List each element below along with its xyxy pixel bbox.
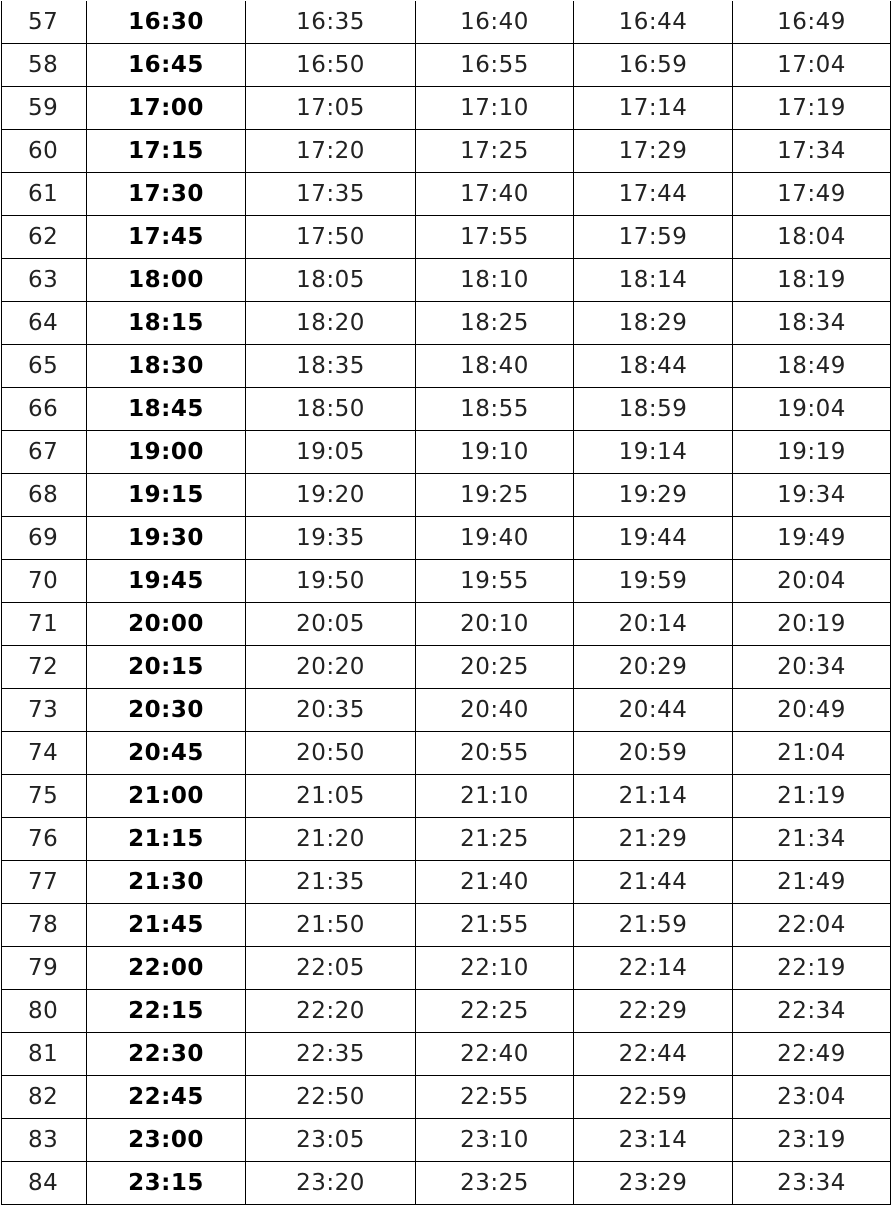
trip-number: 71 (2, 603, 87, 646)
stop-time: 17:05 (246, 87, 416, 130)
trip-number: 77 (2, 861, 87, 904)
trip-number: 61 (2, 173, 87, 216)
stop-time: 20:55 (416, 732, 574, 775)
stop-time: 16:40 (416, 1, 574, 44)
stop-time: 17:04 (733, 44, 891, 87)
departure-time: 17:45 (87, 216, 246, 259)
trip-number: 70 (2, 560, 87, 603)
departure-time: 20:30 (87, 689, 246, 732)
stop-time: 21:29 (574, 818, 733, 861)
stop-time: 16:55 (416, 44, 574, 87)
stop-time: 20:59 (574, 732, 733, 775)
stop-time: 21:55 (416, 904, 574, 947)
stop-time: 20:04 (733, 560, 891, 603)
stop-time: 18:44 (574, 345, 733, 388)
table-row (2, 1119, 891, 1162)
stop-time: 20:14 (574, 603, 733, 646)
trip-number: 64 (2, 302, 87, 345)
trip-number: 58 (2, 44, 87, 87)
stop-time: 21:59 (574, 904, 733, 947)
departure-time: 19:45 (87, 560, 246, 603)
stop-time: 20:34 (733, 646, 891, 689)
table-row (2, 216, 891, 259)
trip-number: 76 (2, 818, 87, 861)
departure-time: 21:45 (87, 904, 246, 947)
trip-number: 63 (2, 259, 87, 302)
stop-time: 21:35 (246, 861, 416, 904)
stop-time: 23:14 (574, 1119, 733, 1162)
trip-number: 75 (2, 775, 87, 818)
stop-time: 22:34 (733, 990, 891, 1033)
stop-time: 17:49 (733, 173, 891, 216)
stop-time: 20:44 (574, 689, 733, 732)
table-row (2, 87, 891, 130)
departure-time: 19:30 (87, 517, 246, 560)
stop-time: 21:14 (574, 775, 733, 818)
stop-time: 22:14 (574, 947, 733, 990)
trip-number: 73 (2, 689, 87, 732)
stop-time: 23:04 (733, 1076, 891, 1119)
departure-time: 21:30 (87, 861, 246, 904)
stop-time: 21:19 (733, 775, 891, 818)
stop-time: 21:49 (733, 861, 891, 904)
stop-time: 18:50 (246, 388, 416, 431)
departure-time: 22:30 (87, 1033, 246, 1076)
stop-time: 17:59 (574, 216, 733, 259)
stop-time: 19:14 (574, 431, 733, 474)
departure-time: 19:15 (87, 474, 246, 517)
stop-time: 17:20 (246, 130, 416, 173)
stop-time: 16:35 (246, 1, 416, 44)
stop-time: 20:29 (574, 646, 733, 689)
stop-time: 22:55 (416, 1076, 574, 1119)
trip-number: 68 (2, 474, 87, 517)
trip-number: 69 (2, 517, 87, 560)
departure-time: 23:00 (87, 1119, 246, 1162)
stop-time: 18:59 (574, 388, 733, 431)
table-row (2, 345, 891, 388)
table-row (2, 302, 891, 345)
departure-time: 17:00 (87, 87, 246, 130)
departure-time: 22:15 (87, 990, 246, 1033)
table-row (2, 861, 891, 904)
stop-time: 23:05 (246, 1119, 416, 1162)
stop-time: 22:40 (416, 1033, 574, 1076)
table-row (2, 474, 891, 517)
stop-time: 18:49 (733, 345, 891, 388)
stop-time: 23:34 (733, 1162, 891, 1205)
table-row (2, 259, 891, 302)
stop-time: 22:50 (246, 1076, 416, 1119)
stop-time: 18:55 (416, 388, 574, 431)
table-row (2, 947, 891, 990)
stop-time: 20:19 (733, 603, 891, 646)
stop-time: 22:05 (246, 947, 416, 990)
stop-time: 20:20 (246, 646, 416, 689)
stop-time: 22:10 (416, 947, 574, 990)
stop-time: 19:19 (733, 431, 891, 474)
table-row (2, 603, 891, 646)
departure-time: 21:00 (87, 775, 246, 818)
timetable (1, 1, 891, 1205)
stop-time: 21:04 (733, 732, 891, 775)
stop-time: 19:50 (246, 560, 416, 603)
table-row (2, 904, 891, 947)
stop-time: 21:44 (574, 861, 733, 904)
stop-time: 19:55 (416, 560, 574, 603)
stop-time: 18:20 (246, 302, 416, 345)
stop-time: 22:59 (574, 1076, 733, 1119)
stop-time: 17:10 (416, 87, 574, 130)
stop-time: 21:34 (733, 818, 891, 861)
departure-time: 21:15 (87, 818, 246, 861)
stop-time: 18:34 (733, 302, 891, 345)
table-row (2, 431, 891, 474)
departure-time: 22:00 (87, 947, 246, 990)
trip-number: 72 (2, 646, 87, 689)
trip-number: 59 (2, 87, 87, 130)
stop-time: 22:29 (574, 990, 733, 1033)
departure-time: 16:30 (87, 1, 246, 44)
stop-time: 23:29 (574, 1162, 733, 1205)
stop-time: 16:59 (574, 44, 733, 87)
trip-number: 67 (2, 431, 87, 474)
stop-time: 22:19 (733, 947, 891, 990)
stop-time: 20:35 (246, 689, 416, 732)
stop-time: 18:14 (574, 259, 733, 302)
trip-number: 74 (2, 732, 87, 775)
departure-time: 18:15 (87, 302, 246, 345)
departure-time: 20:15 (87, 646, 246, 689)
departure-time: 19:00 (87, 431, 246, 474)
stop-time: 22:44 (574, 1033, 733, 1076)
stop-time: 18:19 (733, 259, 891, 302)
stop-time: 17:25 (416, 130, 574, 173)
stop-time: 19:34 (733, 474, 891, 517)
stop-time: 16:44 (574, 1, 733, 44)
stop-time: 17:14 (574, 87, 733, 130)
stop-time: 17:29 (574, 130, 733, 173)
trip-number: 81 (2, 1033, 87, 1076)
stop-time: 22:20 (246, 990, 416, 1033)
table-row (2, 818, 891, 861)
table-row (2, 1162, 891, 1205)
table-row (2, 560, 891, 603)
table-row (2, 388, 891, 431)
trip-number: 60 (2, 130, 87, 173)
stop-time: 18:29 (574, 302, 733, 345)
stop-time: 17:35 (246, 173, 416, 216)
stop-time: 17:19 (733, 87, 891, 130)
table-row (2, 732, 891, 775)
trip-number: 62 (2, 216, 87, 259)
trip-number: 83 (2, 1119, 87, 1162)
stop-time: 21:50 (246, 904, 416, 947)
table-row (2, 130, 891, 173)
departure-time: 17:30 (87, 173, 246, 216)
table-row (2, 517, 891, 560)
timetable-body (2, 1, 891, 1205)
stop-time: 18:25 (416, 302, 574, 345)
stop-time: 21:10 (416, 775, 574, 818)
table-row (2, 173, 891, 216)
stop-time: 18:04 (733, 216, 891, 259)
table-row (2, 775, 891, 818)
stop-time: 19:20 (246, 474, 416, 517)
stop-time: 19:59 (574, 560, 733, 603)
stop-time: 20:50 (246, 732, 416, 775)
stop-time: 20:10 (416, 603, 574, 646)
stop-time: 17:50 (246, 216, 416, 259)
stop-time: 21:20 (246, 818, 416, 861)
stop-time: 19:29 (574, 474, 733, 517)
stop-time: 19:05 (246, 431, 416, 474)
table-row (2, 1033, 891, 1076)
stop-time: 16:50 (246, 44, 416, 87)
stop-time: 18:05 (246, 259, 416, 302)
table-row (2, 44, 891, 87)
table-row (2, 689, 891, 732)
stop-time: 19:25 (416, 474, 574, 517)
departure-time: 17:15 (87, 130, 246, 173)
departure-time: 20:45 (87, 732, 246, 775)
stop-time: 17:44 (574, 173, 733, 216)
table-row (2, 990, 891, 1033)
stop-time: 16:49 (733, 1, 891, 44)
departure-time: 23:15 (87, 1162, 246, 1205)
stop-time: 19:35 (246, 517, 416, 560)
stop-time: 23:10 (416, 1119, 574, 1162)
stop-time: 23:20 (246, 1162, 416, 1205)
stop-time: 19:10 (416, 431, 574, 474)
stop-time: 18:35 (246, 345, 416, 388)
stop-time: 22:04 (733, 904, 891, 947)
stop-time: 20:05 (246, 603, 416, 646)
stop-time: 19:49 (733, 517, 891, 560)
trip-number: 82 (2, 1076, 87, 1119)
stop-time: 17:55 (416, 216, 574, 259)
stop-time: 19:44 (574, 517, 733, 560)
trip-number: 78 (2, 904, 87, 947)
stop-time: 20:49 (733, 689, 891, 732)
stop-time: 23:19 (733, 1119, 891, 1162)
trip-number: 57 (2, 1, 87, 44)
departure-time: 18:30 (87, 345, 246, 388)
stop-time: 18:40 (416, 345, 574, 388)
departure-time: 20:00 (87, 603, 246, 646)
stop-time: 21:25 (416, 818, 574, 861)
stop-time: 22:49 (733, 1033, 891, 1076)
stop-time: 17:34 (733, 130, 891, 173)
stop-time: 20:40 (416, 689, 574, 732)
departure-time: 18:00 (87, 259, 246, 302)
stop-time: 18:10 (416, 259, 574, 302)
stop-time: 21:05 (246, 775, 416, 818)
trip-number: 65 (2, 345, 87, 388)
departure-time: 18:45 (87, 388, 246, 431)
stop-time: 23:25 (416, 1162, 574, 1205)
trip-number: 84 (2, 1162, 87, 1205)
stop-time: 22:35 (246, 1033, 416, 1076)
table-row (2, 1076, 891, 1119)
stop-time: 20:25 (416, 646, 574, 689)
stop-time: 22:25 (416, 990, 574, 1033)
table-row (2, 646, 891, 689)
stop-time: 17:40 (416, 173, 574, 216)
trip-number: 66 (2, 388, 87, 431)
departure-time: 22:45 (87, 1076, 246, 1119)
stop-time: 19:04 (733, 388, 891, 431)
departure-time: 16:45 (87, 44, 246, 87)
stop-time: 19:40 (416, 517, 574, 560)
stop-time: 21:40 (416, 861, 574, 904)
table-row (2, 1, 891, 44)
trip-number: 80 (2, 990, 87, 1033)
trip-number: 79 (2, 947, 87, 990)
